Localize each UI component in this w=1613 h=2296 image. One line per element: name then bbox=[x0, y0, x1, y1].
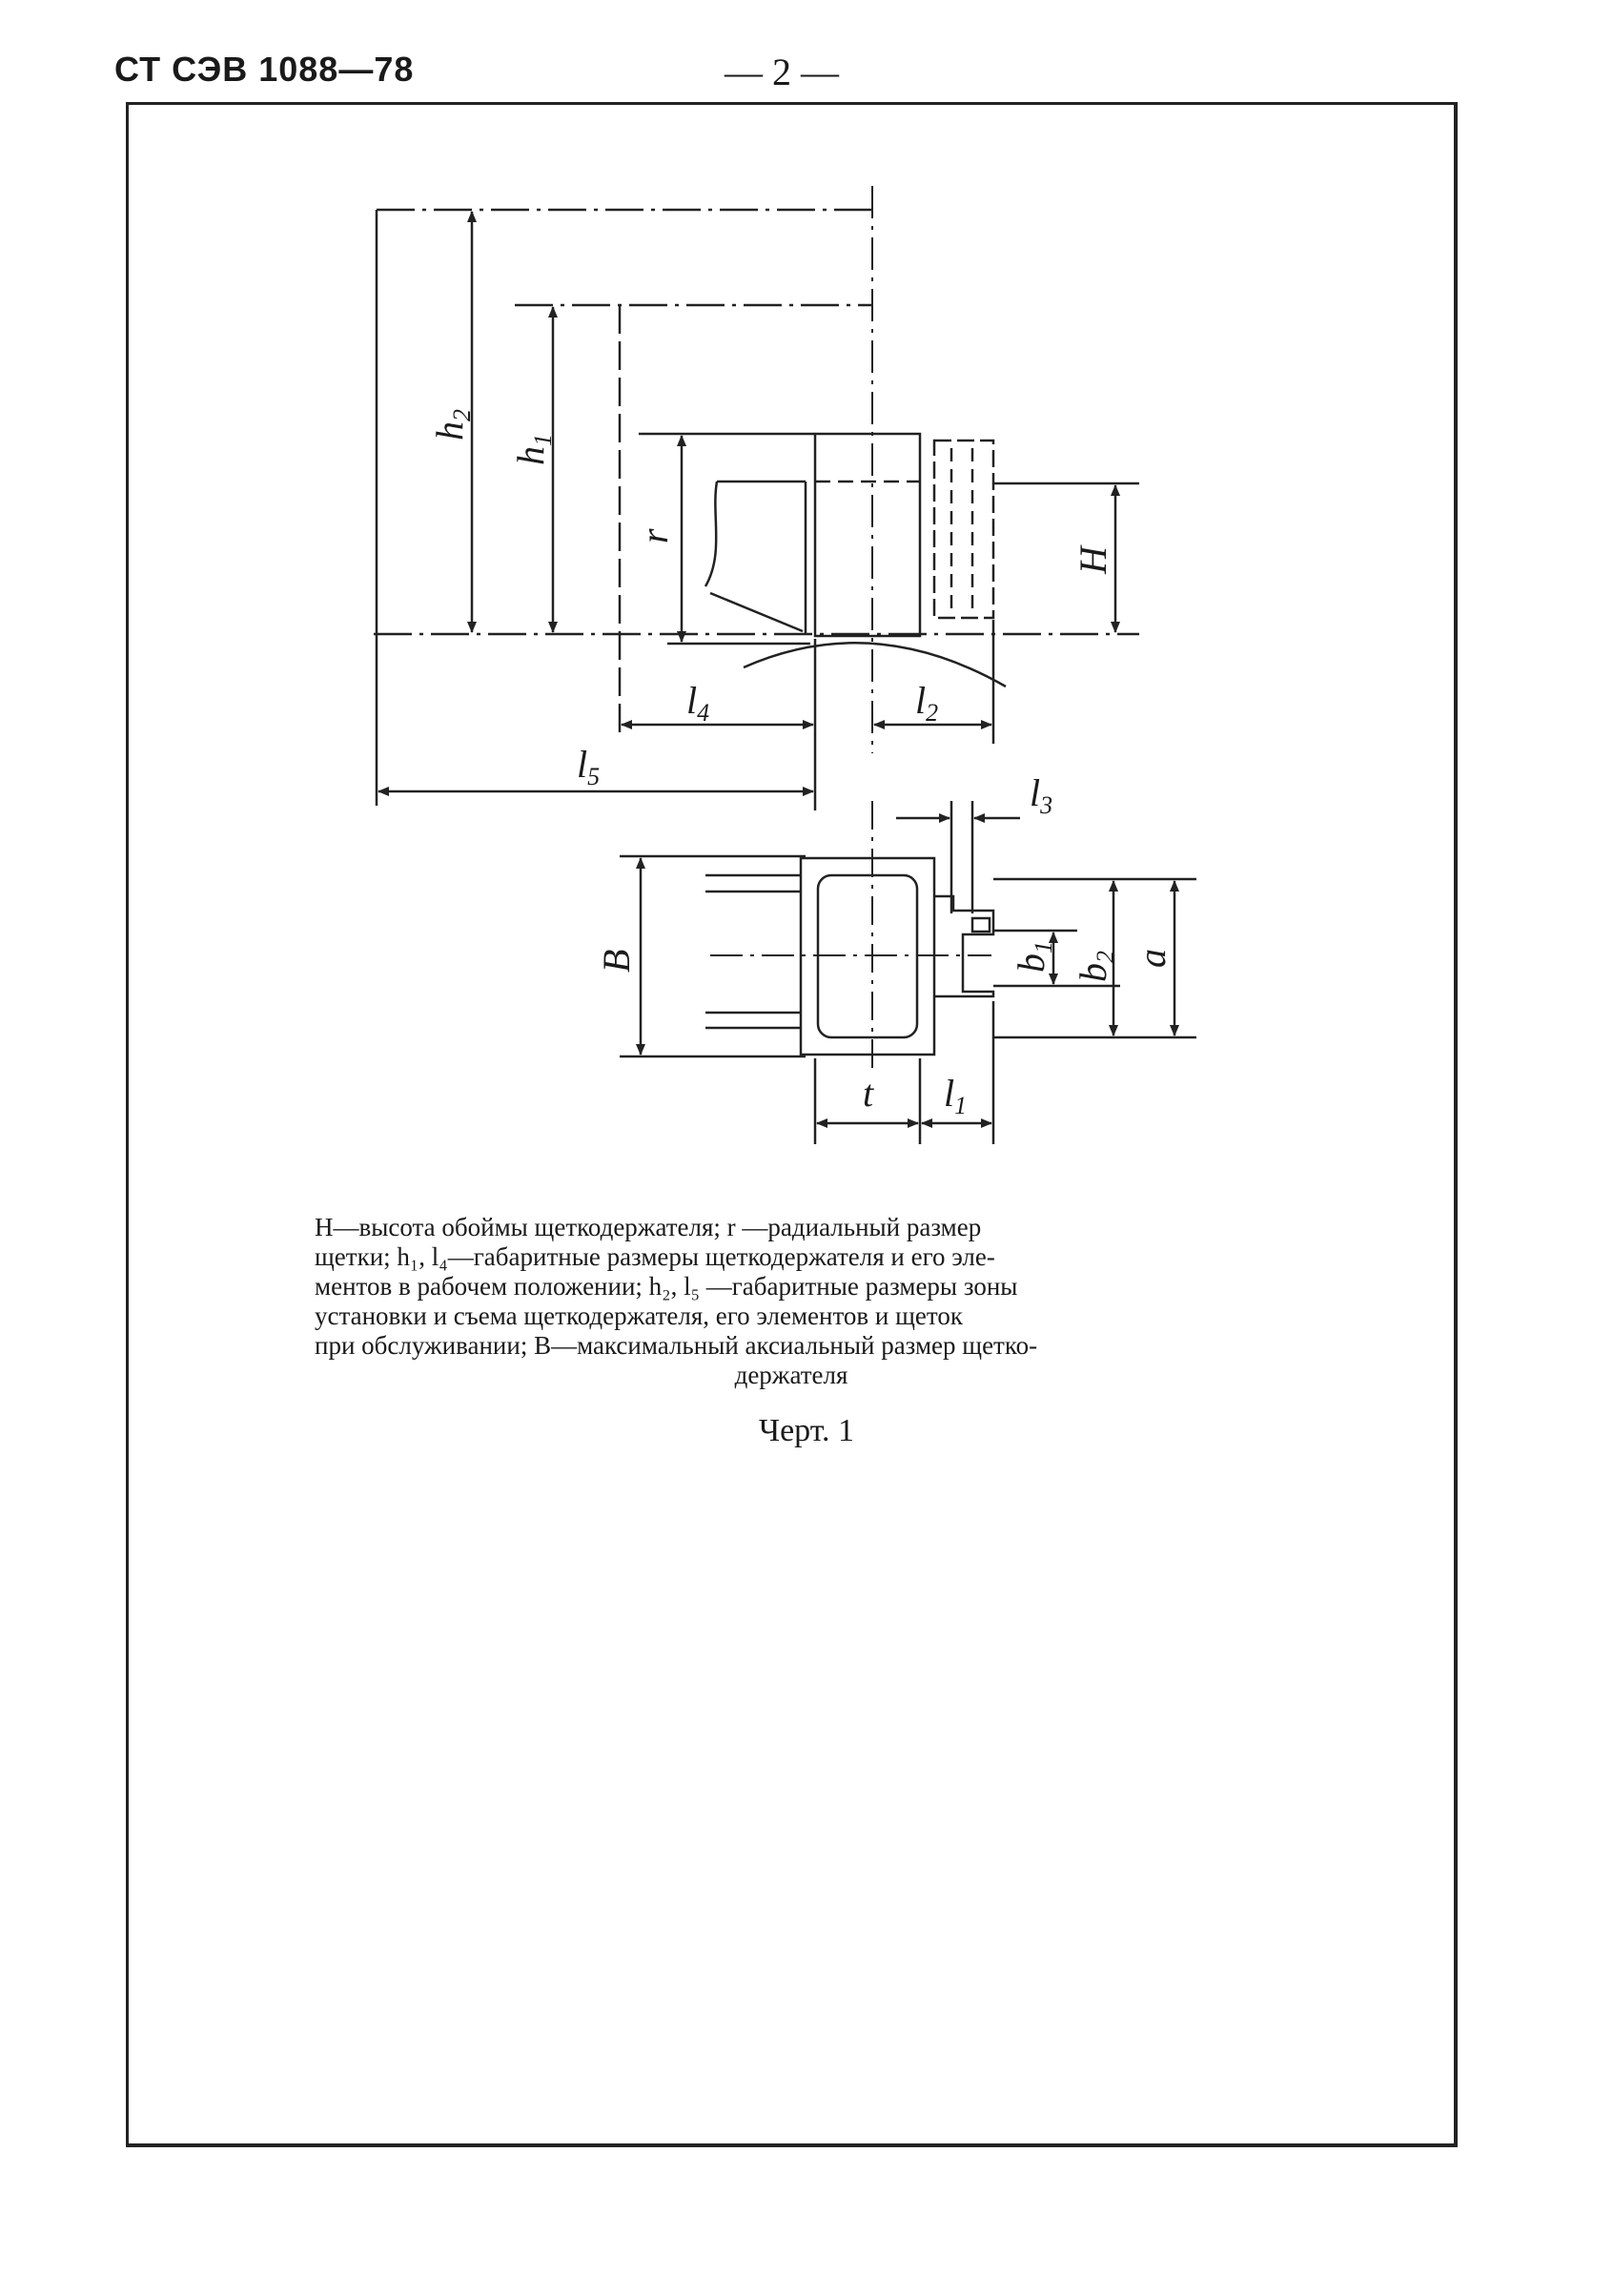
label-t: t bbox=[863, 1072, 874, 1115]
figure-caption bbox=[315, 1213, 1268, 1390]
label-b2: $b_2$ bbox=[1072, 951, 1119, 982]
label-h2: $h_2$ bbox=[428, 409, 476, 441]
caption-line: установки и съема щеткодержателя, его элементов и щеток bbox=[315, 1302, 963, 1330]
label-a: a bbox=[1131, 949, 1174, 968]
caption-line: при обслуживании; B—максимальный аксиальный размер щетко- bbox=[315, 1331, 1038, 1360]
label-l5: $l_5$ bbox=[577, 743, 601, 790]
top-view bbox=[374, 186, 1139, 810]
figure-label: Черт. 1 bbox=[758, 1413, 855, 1448]
label-l4: $l_4$ bbox=[686, 679, 710, 727]
label-l2: $l_2$ bbox=[915, 679, 939, 727]
label-r: r bbox=[633, 528, 676, 543]
standard-number: СТ СЭВ 1088—78 bbox=[114, 50, 415, 89]
caption-line: щетки; h₁, l₄—габаритные размеры щеткодержателя и его эле- bbox=[315, 1242, 995, 1271]
caption-line: ментов в рабочем положении; h₂, l₅ —габаритные размеры зоны bbox=[315, 1272, 1018, 1301]
label-B: B bbox=[595, 949, 638, 973]
label-b1: $b_1$ bbox=[1010, 941, 1057, 973]
label-H: H bbox=[1072, 546, 1114, 574]
brush-holder-body bbox=[815, 434, 920, 636]
page-number: — 2 — bbox=[725, 51, 839, 93]
label-h1: $h_1$ bbox=[509, 434, 557, 465]
caption-line: H—высота обоймы щеткодержателя; r —радиальный размер bbox=[315, 1213, 982, 1241]
label-l1: $l_1$ bbox=[944, 1072, 968, 1119]
label-l3: $l_3$ bbox=[1030, 771, 1053, 819]
caption-line: держателя bbox=[734, 1361, 848, 1389]
